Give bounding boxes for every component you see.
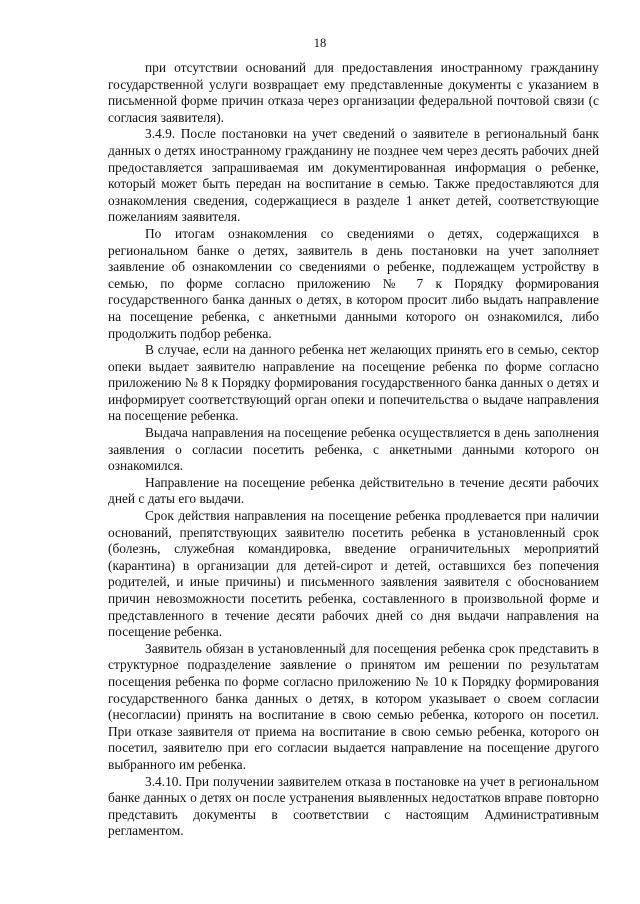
paragraph-familiarization: По итогам ознакомления со сведениями о детях, содержащихся в региональном банке о детях, заявитель в день постановки на учет заполняет заявление об ознакомлении со сведениями о ребенке, подлежащем устройству в семью, по форме согласно приложению № 7 к Порядку формирования государственного банка данных о детях, в котором просит либо выдать направление на посещение ребенка, с анкетными данными которого он ознакомился, либо продолжить подбор ребенка.	[108, 225, 599, 341]
document-body	[108, 60, 599, 840]
page-number: 18	[313, 36, 327, 50]
paragraph-return-documents: при отсутствии оснований для предоставления иностранному гражданину государственной услуги возвращает ему представленные документы с указанием в письменной форме причин отказа через организации федеральной почтовой связи (с согласия заявителя).	[108, 60, 599, 125]
paragraph-visit-referral: В случае, если на данного ребенка нет желающих принять его в семью, сектор опеки выдает заявителю направление на посещение ребенка по форме согласно приложению № 8 к Порядку формирования государственного банка данных о детях и информирует соответствующий орган опеки и попечительства о выдаче направления на посещение ребенка.	[108, 342, 599, 424]
paragraph-referral-issuance: Выдача направления на посещение ребенка осуществляется в день заполнения заявления о согласии посетить ребенка, с анкетными данными которого он ознакомился.	[108, 425, 599, 474]
paragraph-applicant-decision: Заявитель обязан в установленный для посещения ребенка срок представить в структурное подразделение заявление о принятом им решении по результатам посещения ребенка по форме согласно приложению № 10 к Порядку формирования государственного банка данных о детях, в котором указывает о своем согласии (несогласии) принять на воспитание в свою семью ребенка, которого он посетил. При отказе заявителя от приема на воспитание в свою семью ребенка, которого он посетил, заявителю при его согласии выдается направление на посещение другого выбранного им ребенка.	[108, 640, 599, 772]
paragraph-referral-validity: Направление на посещение ребенка действительно в течение десяти рабочих дней с даты его выдачи.	[108, 474, 599, 507]
paragraph-3-4-9: 3.4.9. После постановки на учет сведений о заявителе в региональный банк данных о детях иностранному гражданину не позднее чем через десять рабочих дней предоставляется запрашиваемая им документированная информация о ребенке, который может быть передан на воспитание в семью. Также предоставляются для ознакомления сведения, содержащиеся в разделе 1 анкет детей, соответствующие пожеланиям заявителя.	[108, 126, 599, 225]
paragraph-referral-extension: Срок действия направления на посещение ребенка продлевается при наличии оснований, препятствующих заявителю посетить ребенка в установленный срок (болезнь, служебная командировка, введение ограничительных мероприятий (карантина) в организации для детей-сирот и детей, оставшихся без попечения родителей, и иные причины) и письменного заявления заявителя с обоснованием причин невозможности посетить ребенка, составленного в произвольной форме и представленного в течение десяти рабочих дней со дня выдачи направления на посещение ребенка.	[108, 508, 599, 640]
paragraph-3-4-10: 3.4.10. При получении заявителем отказа в постановке на учет в региональном банке данных о детях он после устранения выявленных недостатков вправе повторно представить документы в соответствии с настоящим Административным регламентом.	[108, 773, 599, 839]
